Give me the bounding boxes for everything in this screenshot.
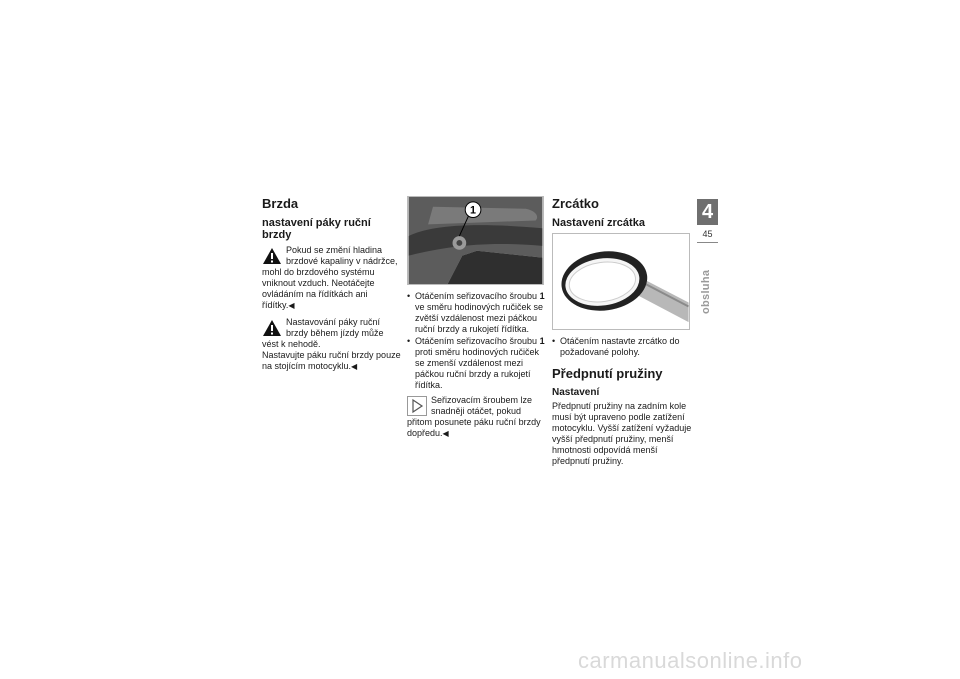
list-item: • Otáčením seřizovacího šroubu 1 proti směru hodinových ručiček se zmenší vzdálenost mezi páčkou ruční brzdy a rukojetí řídítka. [407, 336, 547, 391]
end-mark: ◀ [442, 429, 449, 438]
subsection-mirror-adjust: Nastavení zrcátka [552, 217, 645, 229]
warning-text-2-body: Nastavujte páku ruční brzdy pouze na stojícím motocyklu. [262, 350, 401, 371]
column-brake [262, 196, 402, 376]
end-mark: ◀ [288, 301, 295, 310]
warning-text-2-title: Nastavování páky ruční brzdy během jízdy může vést k nehodě. [262, 317, 384, 349]
warning-notice-1 [262, 245, 402, 311]
spring-preload-text: Předpnutí pružiny na zadním kole musí být upraveno podle zatížení motocyklu. Vyšší zatížení vyžaduje vyšší předpnutí pružiny, menší hmotnosti odpovídá menší předpnutí pružiny. [552, 401, 692, 466]
callout-1: 1 [470, 204, 477, 217]
list-item: • Otáčením seřizovacího šroubu 1 ve směru hodinových ručiček se zvětší vzdálenost mezi páčkou ruční brzdy a rukojetí řídítka. [407, 291, 547, 335]
subsection-hand-brake-lever: nastavení páky ruční brzdy [262, 217, 371, 241]
warning-triangle-icon [262, 246, 282, 266]
list-item: • Otáčením nastavte zrcátko do požadované polohy. [552, 336, 694, 358]
tip-arrow-icon [407, 396, 427, 416]
watermark: carmanualsonline.info [578, 648, 803, 673]
chapter-label: obsluha [700, 270, 712, 315]
end-mark: ◀ [351, 362, 358, 371]
tab-divider [697, 242, 718, 243]
column-brake-adjust [407, 196, 547, 443]
warning-notice-2 [262, 317, 402, 372]
mirror-steps-list [552, 336, 694, 358]
section-title-mirror: Zrcátko [552, 196, 599, 211]
section-title-brake: Brzda [262, 196, 299, 211]
subsection-setting: Nastavení [552, 387, 600, 398]
page-number: 45 [702, 229, 713, 239]
chapter-tab [697, 199, 718, 243]
warning-text-1: Pokud se změní hladina brzdové kapaliny v nádržce, mohl do brzdového systému vniknout vzduch. Neotáčejte ovládáním na řídítkách ani řídítky. [262, 245, 398, 310]
brake-lever-photo [407, 196, 544, 285]
warning-triangle-icon [262, 318, 282, 338]
tip-notice [407, 395, 547, 439]
column-mirror [552, 196, 694, 467]
tip-text: Seřizovacím šroubem lze snadněji otáčet, pokud přitom posunete páku ruční brzdy dopředu. [407, 395, 541, 438]
chapter-number: 4 [697, 199, 718, 225]
adjust-steps-list [407, 291, 547, 391]
section-title-spring-preload: Předpnutí pružiny [552, 366, 663, 381]
mirror-photo [552, 233, 690, 330]
